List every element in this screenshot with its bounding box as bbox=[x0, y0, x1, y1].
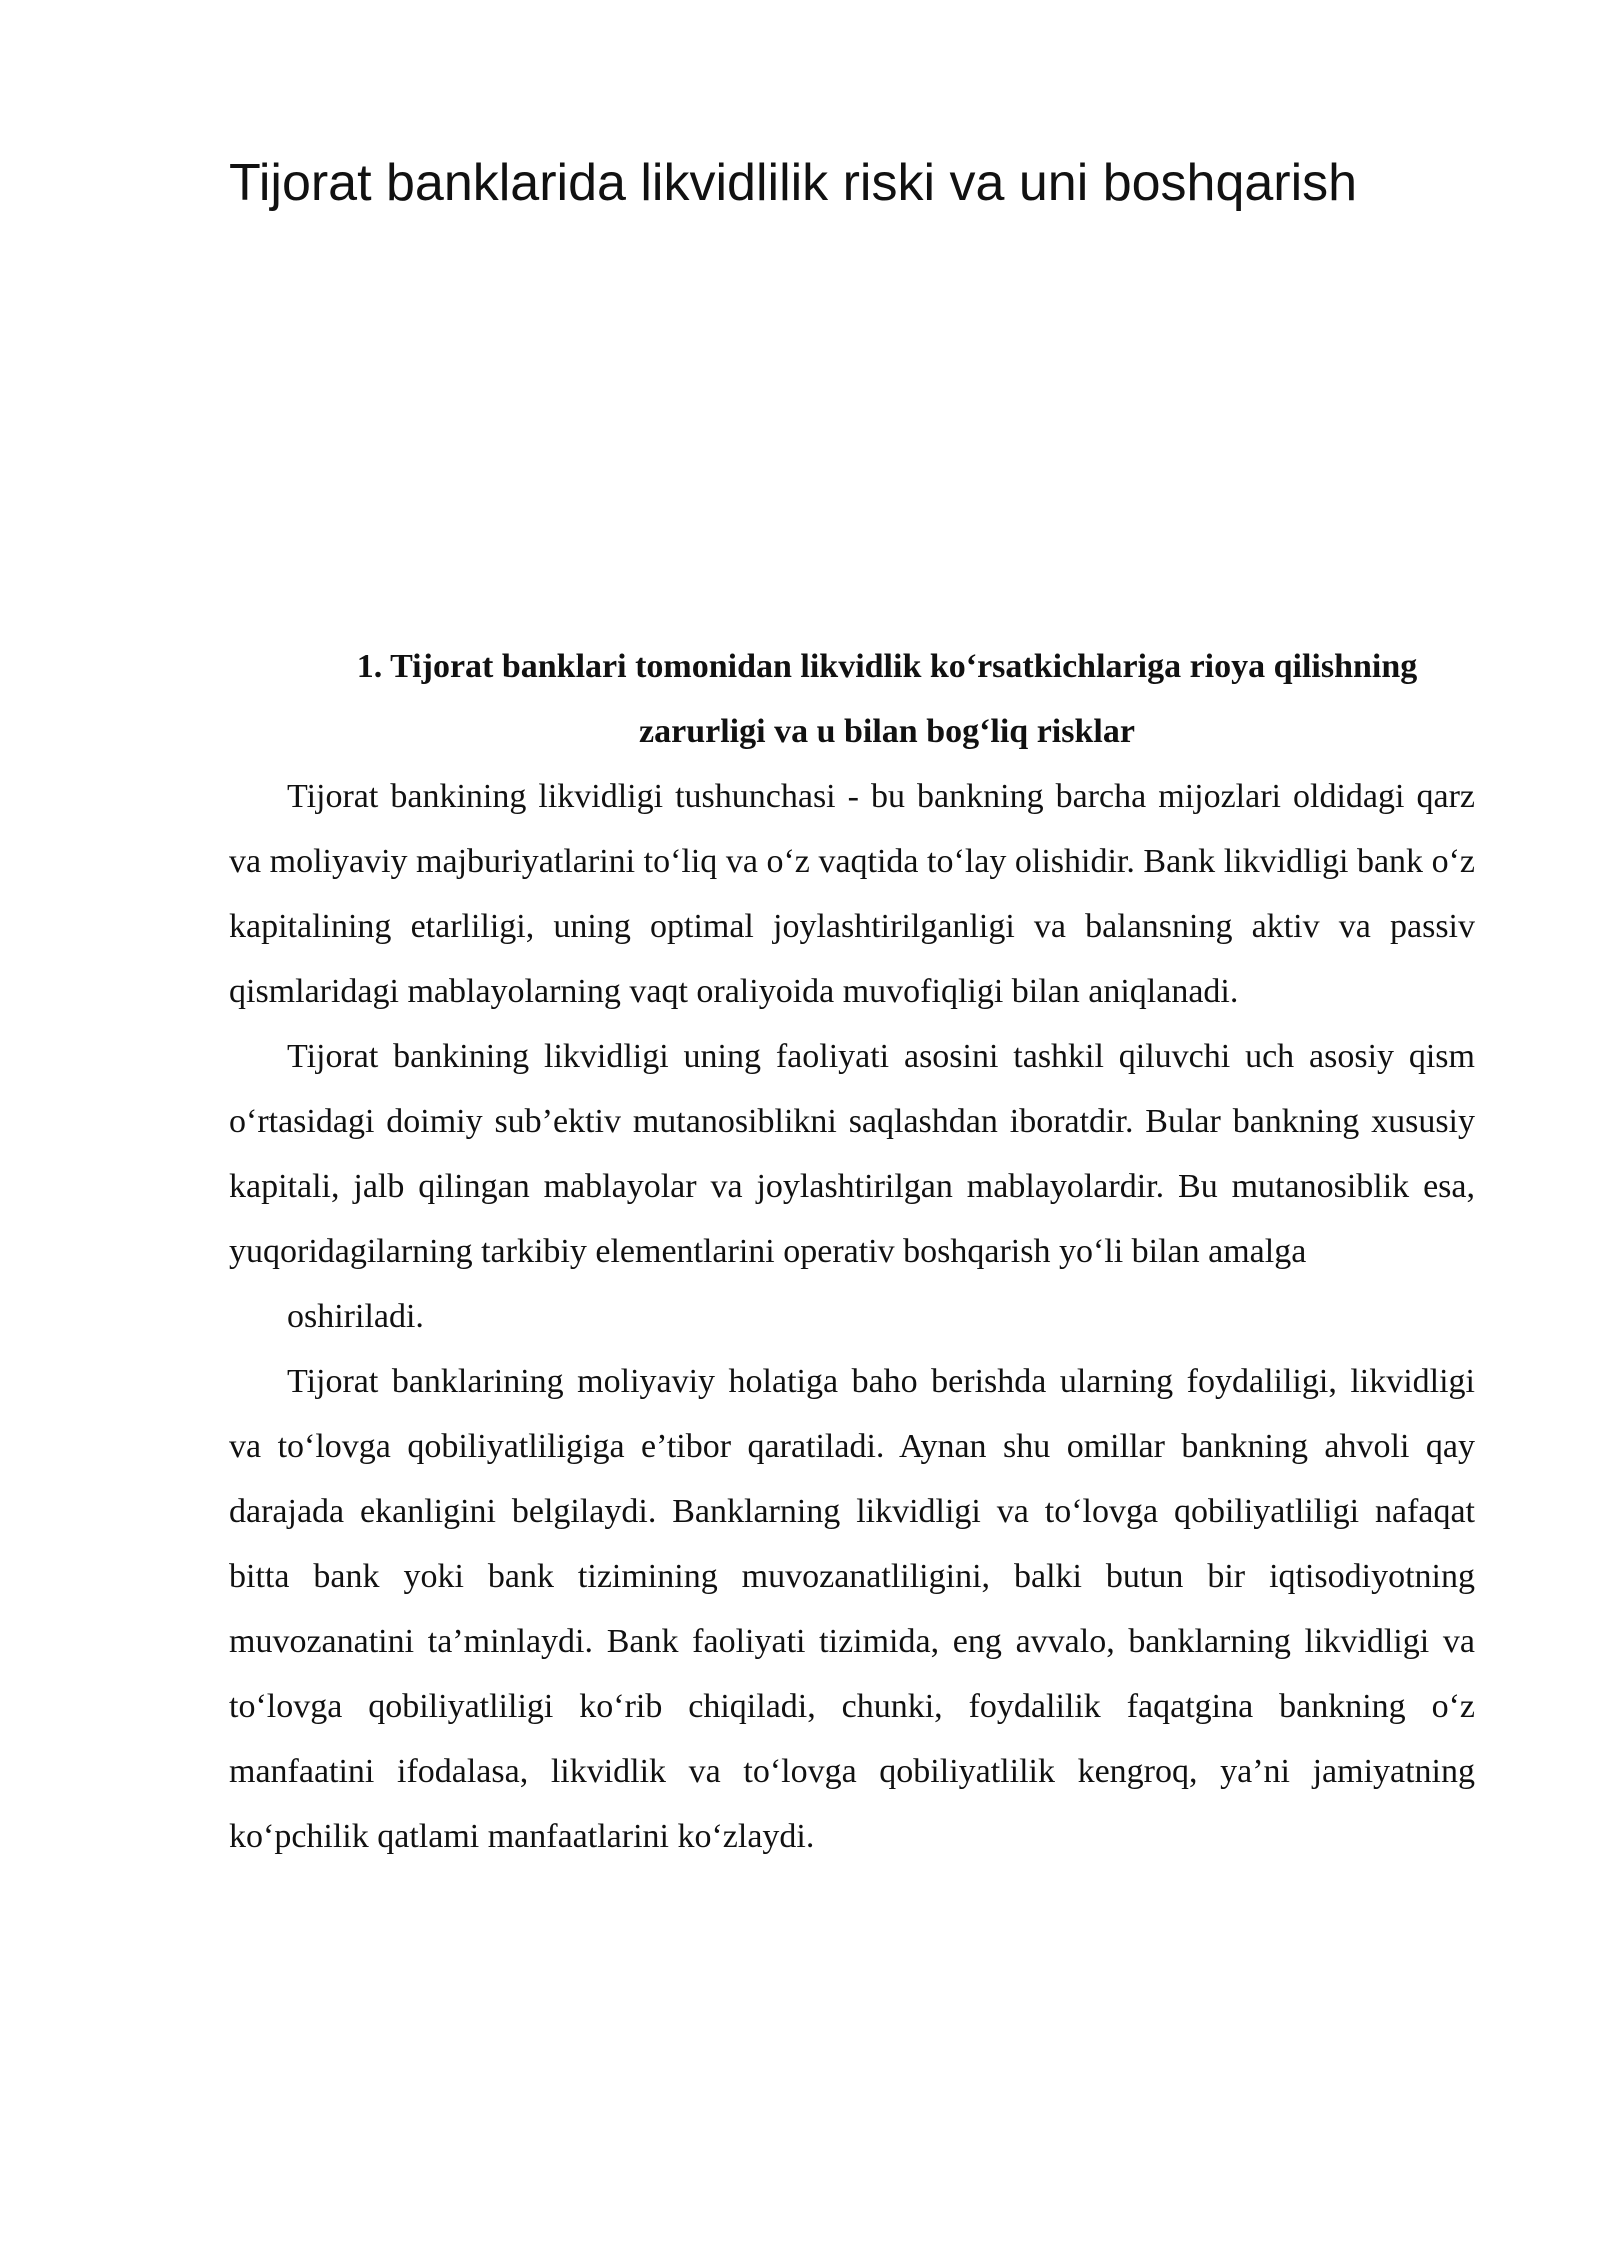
paragraph-financial-assessment: Tijorat banklarining moliyaviy holatiga baho berishda ularning foydaliligi, likvidligi va toʻlovga qobiliyatliligiga e’tibor qaratiladi. Aynan shu omillar bankning ahvoli qay darajada ekanligini belgilaydi. Banklarning likvidligi va toʻlovga qobiliyatliligi nafaqat bitta bank yoki bank tizimining muvozanatliligini, balki butun bir iqtisodiyotning muvozanatini ta’minlaydi. Bank faoliyati tizimida, eng avvalo, banklarning likvidligi va toʻlovga qobiliyatliligi koʻrib chiqiladi, chunki, foydalilik faqatgina bankning oʻz manfaatini ifodalasa, likvidlik va toʻlovga qobiliyatlilik kengroq, ya’ni jamiyatning koʻpchilik qatlami manfaatlarini koʻzlaydi. bbox=[229, 1363, 1475, 1855]
document-title: Tijorat banklarida likvidlilik riski va uni boshqarish bbox=[229, 154, 1358, 212]
document-body bbox=[229, 634, 1475, 1869]
section-heading: 1. Tijorat banklari tomonidan likvidlik koʻrsatkichlariga rioya qilishning zarurligi va u bilan bogʻliq risklar bbox=[356, 648, 1418, 750]
paragraph-continuation: oshiriladi. bbox=[287, 1298, 424, 1335]
paragraph-liquidity-definition: Tijorat bankining likvidligi tushunchasi - bu bankning barcha mijozlari oldidagi qarz va moliyaviy majburiyatlarini toʻliq va oʻz vaqtida toʻlay olishidir. Bank likvidligi bank oʻz kapitalining etarliligi, uning optimal joylashtirilganligi va balansning aktiv va passiv qismlaridagi mablayolarning vaqt oraliyoida muvofiqligi bilan aniqlanadi. bbox=[229, 778, 1475, 1010]
paragraph-liquidity-balance: Tijorat bankining likvidligi uning faoliyati asosini tashkil qiluvchi uch asosiy qism oʻrtasidagi doimiy sub’ektiv mutanosiblikni saqlashdan iboratdir. Bular bankning xususiy kapitali, jalb qilingan mablayolar va joylashtirilgan mablayolardir. Bu mutanosiblik esa, yuqoridagilarning tarkibiy elementlarini operativ boshqarish yoʻli bilan amalga bbox=[229, 1038, 1475, 1270]
